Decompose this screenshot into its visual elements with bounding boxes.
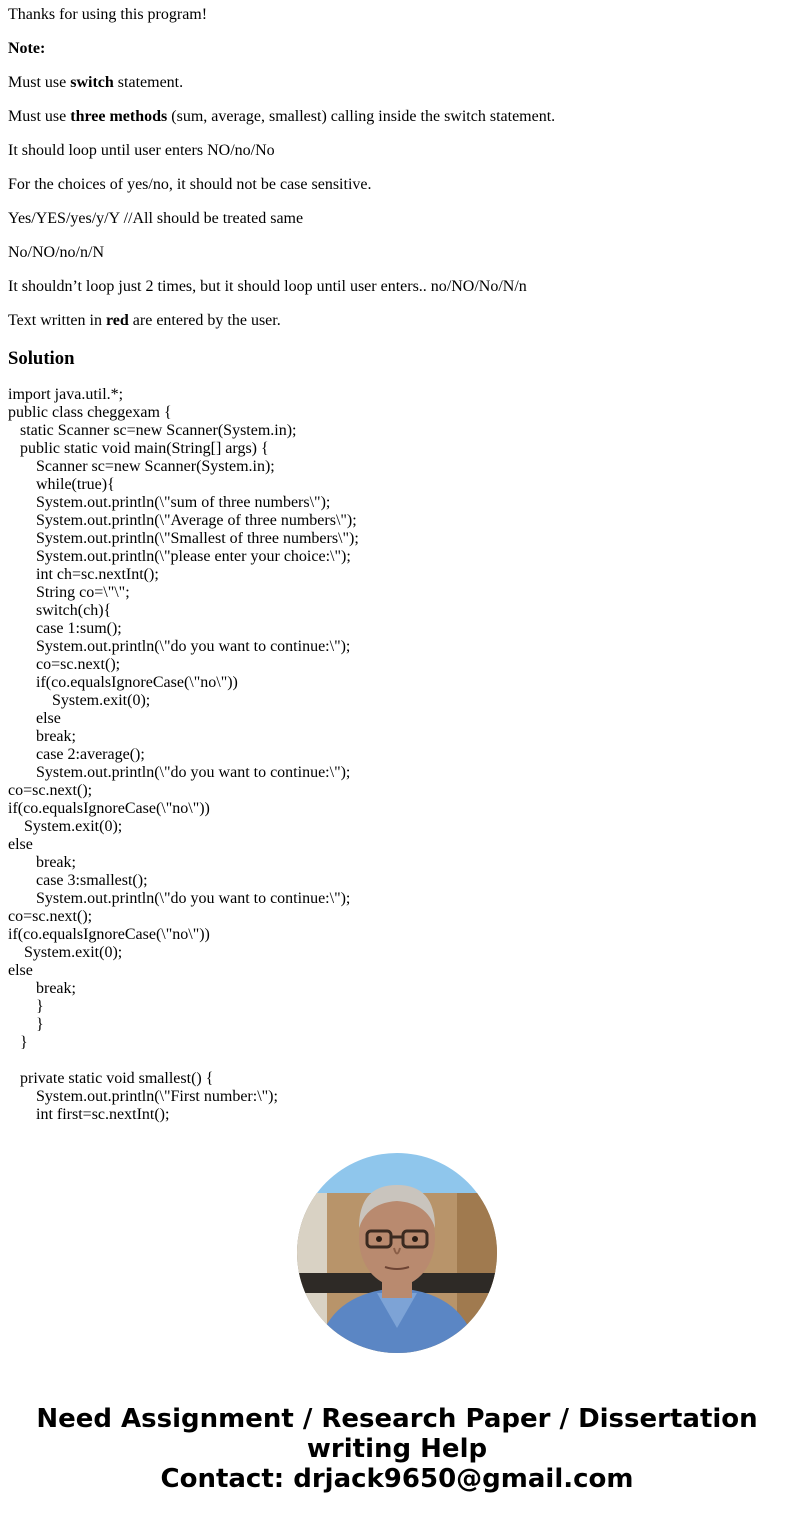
code-line: System.out.println(\"please enter your choice:\"); bbox=[8, 548, 351, 565]
code-line: System.out.println(\"do you want to continue:\"); bbox=[8, 890, 351, 907]
code-line: System.out.println(\"sum of three numbers\"); bbox=[8, 494, 331, 511]
code-line: co=sc.next(); bbox=[8, 908, 93, 925]
code-line: int first=sc.nextInt(); bbox=[8, 1106, 170, 1123]
code-line: else bbox=[8, 836, 33, 853]
code-line: break; bbox=[8, 854, 76, 871]
code-line: co=sc.next(); bbox=[8, 782, 93, 799]
code-line: if(co.equalsIgnoreCase(\"no\")) bbox=[8, 926, 210, 943]
solution-heading: Solution bbox=[8, 348, 75, 369]
code-line: public class cheggexam { bbox=[8, 404, 172, 421]
methods-rule-suffix: (sum, average, smallest) calling inside the switch statement. bbox=[167, 108, 556, 125]
note-heading bbox=[8, 40, 786, 58]
code-line: import java.util.*; bbox=[8, 386, 124, 403]
red-note-prefix: Text written in bbox=[8, 312, 106, 329]
code-line: case 3:smallest(); bbox=[8, 872, 148, 889]
methods-rule bbox=[8, 108, 786, 126]
code-line: case 2:average(); bbox=[8, 746, 145, 763]
promo-line-1: Need Assignment / Research Paper / Dissertation bbox=[36, 1404, 758, 1434]
code-line bbox=[8, 1052, 786, 1070]
promo-line-2: writing Help bbox=[306, 1434, 488, 1464]
yes-variants: Yes/YES/yes/y/Y //All should be treated same bbox=[8, 210, 304, 227]
code-line: break; bbox=[8, 980, 76, 997]
switch-rule-bold: switch bbox=[70, 74, 114, 91]
code-line: System.exit(0); bbox=[8, 944, 123, 961]
thanks-line: Thanks for using this program! bbox=[8, 6, 208, 23]
red-note-suffix: are entered by the user. bbox=[128, 312, 281, 329]
code-line: switch(ch){ bbox=[8, 602, 112, 619]
code-line: int ch=sc.nextInt(); bbox=[8, 566, 159, 583]
code-line: System.out.println(\"Average of three numbers\"); bbox=[8, 512, 357, 529]
no-variants: No/NO/no/n/N bbox=[8, 244, 104, 261]
code-line: String co=\"\"; bbox=[8, 584, 130, 601]
switch-rule-suffix: statement. bbox=[113, 74, 184, 91]
switch-rule bbox=[8, 74, 786, 92]
code-line: private static void smallest() { bbox=[8, 1070, 214, 1087]
code-block bbox=[8, 386, 786, 1123]
code-line: else bbox=[8, 710, 61, 727]
code-line: System.exit(0); bbox=[8, 692, 151, 709]
promo-contact: Contact: drjack9650@gmail.com bbox=[160, 1464, 634, 1494]
loop-detail: It shouldn’t loop just 2 times, but it should loop until user enters.. no/NO/No/N/n bbox=[8, 278, 527, 295]
methods-rule-prefix: Must use bbox=[8, 108, 71, 125]
code-line: while(true){ bbox=[8, 476, 115, 493]
code-line: System.out.println(\"First number:\"); bbox=[8, 1088, 278, 1105]
code-line: static Scanner sc=new Scanner(System.in); bbox=[8, 422, 297, 439]
code-line: if(co.equalsIgnoreCase(\"no\")) bbox=[8, 674, 238, 691]
person-portrait-icon bbox=[297, 1153, 497, 1353]
code-line: } bbox=[8, 1016, 44, 1033]
red-note bbox=[8, 312, 786, 330]
note-label: Note: bbox=[8, 40, 46, 57]
code-line: else bbox=[8, 962, 33, 979]
author-avatar bbox=[297, 1153, 497, 1353]
code-line: } bbox=[8, 1034, 28, 1051]
promo-banner bbox=[0, 1404, 794, 1494]
code-line: if(co.equalsIgnoreCase(\"no\")) bbox=[8, 800, 210, 817]
code-line: Scanner sc=new Scanner(System.in); bbox=[8, 458, 275, 475]
code-line: co=sc.next(); bbox=[8, 656, 121, 673]
code-line: case 1:sum(); bbox=[8, 620, 122, 637]
red-note-bold: red bbox=[105, 312, 129, 329]
loop-rule: It should loop until user enters NO/no/No bbox=[8, 142, 275, 159]
code-line: System.exit(0); bbox=[8, 818, 123, 835]
code-line: break; bbox=[8, 728, 76, 745]
switch-rule-prefix: Must use bbox=[8, 74, 71, 91]
code-line: System.out.println(\"Smallest of three numbers\"); bbox=[8, 530, 359, 547]
code-line: System.out.println(\"do you want to continue:\"); bbox=[8, 638, 351, 655]
methods-rule-bold: three methods bbox=[70, 108, 168, 125]
case-rule: For the choices of yes/no, it should not be case sensitive. bbox=[8, 176, 372, 193]
code-line: public static void main(String[] args) { bbox=[8, 440, 269, 457]
code-line: System.out.println(\"do you want to continue:\"); bbox=[8, 764, 351, 781]
code-line: } bbox=[8, 998, 44, 1015]
